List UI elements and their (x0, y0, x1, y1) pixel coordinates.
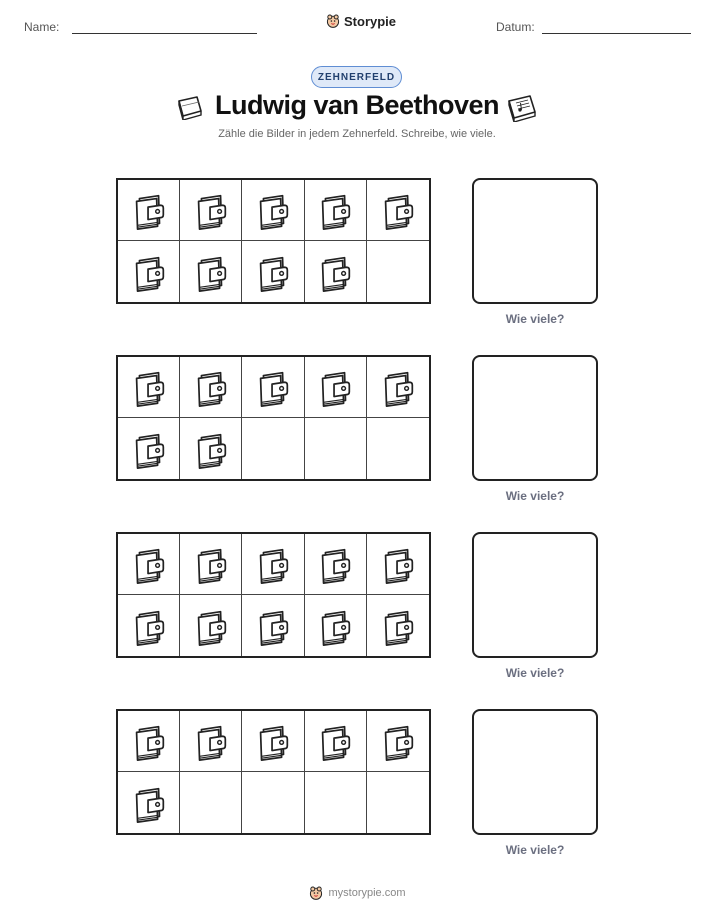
ten-frame-cell (242, 595, 304, 656)
music-book-icon (506, 94, 538, 122)
wallet-icon (190, 543, 232, 585)
ten-frame-cell (367, 772, 429, 833)
wallet-icon (128, 782, 170, 824)
wallet-icon (252, 366, 294, 408)
wallet-icon (128, 366, 170, 408)
wallet-icon (377, 605, 419, 647)
ten-frame-cell (367, 595, 429, 656)
ten-frame-cell (305, 534, 367, 595)
ten-frame-cell (118, 357, 180, 418)
wallet-icon (252, 720, 294, 762)
answer-box[interactable] (472, 532, 598, 658)
wallet-icon (314, 189, 356, 231)
ten-frame-cell (305, 241, 367, 302)
wallet-icon (377, 366, 419, 408)
wallet-icon (377, 543, 419, 585)
ten-frame-cell (242, 418, 304, 479)
ten-frame-cell (367, 180, 429, 241)
wallet-icon (377, 189, 419, 231)
wallet-icon (252, 543, 294, 585)
ten-frame (116, 532, 431, 658)
ten-frame (116, 178, 431, 304)
ten-frame-cell (367, 534, 429, 595)
answer-box[interactable] (472, 178, 598, 304)
footer (0, 885, 714, 901)
ten-frame-cell (180, 595, 242, 656)
ten-frame-cell (242, 534, 304, 595)
wallet-icon (314, 543, 356, 585)
wallet-icon (252, 251, 294, 293)
ten-frame-cell (242, 711, 304, 772)
answer-label: Wie viele? (505, 666, 565, 680)
ten-frame-cell (305, 711, 367, 772)
ten-frame-cell (305, 357, 367, 418)
wallet-icon (190, 605, 232, 647)
ten-frame (116, 709, 431, 835)
wallet-icon (314, 251, 356, 293)
ten-frame-cell (305, 772, 367, 833)
date-line[interactable] (542, 33, 691, 34)
wallet-icon (252, 189, 294, 231)
wallet-icon (128, 251, 170, 293)
wallet-icon (128, 428, 170, 470)
ten-frame-cell (242, 241, 304, 302)
ten-frame-cell (180, 772, 242, 833)
storypie-footer-icon (308, 885, 324, 901)
wallet-icon (314, 366, 356, 408)
ten-frame-cell (180, 711, 242, 772)
answer-box[interactable] (472, 709, 598, 835)
storypie-logo-icon (325, 13, 341, 29)
topic-badge: ZEHNERFELD (311, 66, 402, 88)
ten-frame-cell (180, 418, 242, 479)
brand-name: Storypie (344, 13, 397, 29)
wallet-icon (190, 189, 232, 231)
ten-frame-cell (242, 357, 304, 418)
storypie-logo (325, 13, 396, 29)
instructions: Zähle die Bilder in jedem Zehnerfeld. Schreibe, wie viele. (218, 128, 496, 140)
name-line[interactable] (72, 33, 257, 34)
answer-label: Wie viele? (505, 312, 565, 326)
wallet-icon (190, 428, 232, 470)
ten-frame-cell (118, 180, 180, 241)
wallet-icon (314, 720, 356, 762)
ten-frame-cell (180, 180, 242, 241)
wallet-icon (252, 605, 294, 647)
wallet-icon (128, 189, 170, 231)
wallet-icon (128, 720, 170, 762)
ten-frame-cell (367, 418, 429, 479)
wallet-icon (190, 720, 232, 762)
ten-frame-cell (180, 534, 242, 595)
wallet-icon (377, 720, 419, 762)
ten-frame-cell (305, 418, 367, 479)
footer-url[interactable]: mystorypie.com (328, 887, 406, 899)
ten-frame-cell (305, 595, 367, 656)
name-label: Name: (24, 20, 60, 34)
ten-frame-cell (242, 772, 304, 833)
wallet-icon (128, 605, 170, 647)
ten-frame-cell (118, 711, 180, 772)
answer-label: Wie viele? (505, 843, 565, 857)
ten-frame-cell (367, 241, 429, 302)
wallet-icon (190, 366, 232, 408)
ten-frame-cell (305, 180, 367, 241)
answer-box[interactable] (472, 355, 598, 481)
wallet-icon (128, 543, 170, 585)
ten-frame-cell (367, 711, 429, 772)
ten-frame-cell (118, 241, 180, 302)
ten-frame-cell (118, 534, 180, 595)
wallet-icon (190, 251, 232, 293)
ten-frame-cell (367, 357, 429, 418)
answer-label: Wie viele? (505, 489, 565, 503)
ten-frame-cell (180, 357, 242, 418)
ten-frame-cell (242, 180, 304, 241)
date-label: Datum: (496, 20, 535, 34)
ten-frame-cell (118, 772, 180, 833)
ten-frame-cell (180, 241, 242, 302)
ten-frame-cell (118, 418, 180, 479)
page-title: Ludwig van Beethoven (214, 90, 500, 120)
wallet-icon (314, 605, 356, 647)
ten-frame-cell (118, 595, 180, 656)
ten-frame (116, 355, 431, 481)
